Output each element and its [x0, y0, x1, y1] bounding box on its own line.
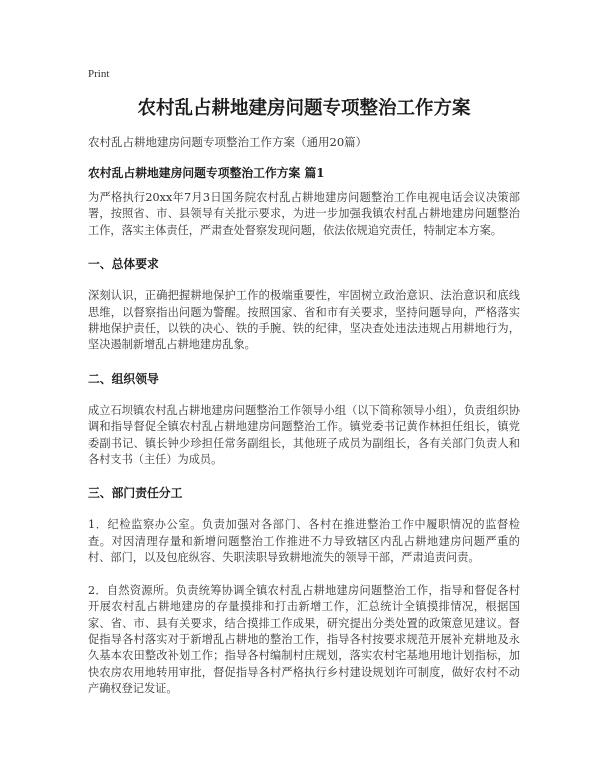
paragraph-general-requirements: 深刻认识，正确把握耕地保护工作的极端重要性，牢固树立政治意识、法治意识和底线思维，以督察指出问题为警醒。按照国家、省和市有关要求，坚持问题导向，严格落实耕地保护责任，以铁的决心、铁的手腕、铁的纪律，坚决查处违法违规占用耕地行为，坚决遏制新增乱占耕地建房乱象。: [88, 289, 520, 352]
section-title: 农村乱占耕地建房问题专项整治工作方案 篇1: [88, 166, 325, 180]
heading-general-requirements: 一、总体要求: [88, 257, 159, 272]
document-subtitle: 农村乱占耕地建房问题专项整治工作方案（通用20篇）: [88, 135, 368, 149]
heading-organization-leadership: 二、组织领导: [88, 371, 159, 386]
paragraph-natural-resources-office: 2．自然资源所。负责统筹协调全镇农村乱占耕地建房问题整治工作，指导和督促各村开展农村乱占耕地建房的存量摸排和打击新增工作，汇总统计全镇摸排情况，根据国家、省、市、县有关要求，结合摸排工作成果，研究提出分类处置的政策意见建议。督促指导各村落实对于新增乱占耕地的整治工作，指导各村按要求规范开展补充耕地及永久基本农田整改补划工作；指导各村编制村庄规划，落实农村宅基地用地计划指标，加快农房农用地转用审批，督促指导各村严格执行乡村建设规划许可制度，做好农村不动产确权登记发证。: [88, 583, 520, 696]
heading-department-responsibilities: 三、部门责任分工: [88, 486, 183, 501]
paragraph-organization-leadership: 成立石坝镇农村乱占耕地建房问题整治工作领导小组（以下简称领导小组），负责组织协调和指导督促全镇农村乱占耕地建房问题整治工作。镇党委书记黄作林担任组长，镇党委副书记、镇长钟少珍担任常务副组长，其他班子成员为副组长，各有关部门负责人和各村支书（主任）为成员。: [88, 403, 520, 467]
paragraph-discipline-office: 1．纪检监察办公室。负责加强对各部门、各村在推进整治工作中履职情况的监督检查。对因清理存量和新增问题整治工作推进不力导致辖区内乱占耕地建房问题严重的村、部门，以及包庇纵容、失职渎职导致耕地流失的领导干部，严肃追责问责。: [88, 518, 520, 565]
print-label[interactable]: Print: [88, 68, 110, 80]
document-page: [88, 68, 520, 714]
page-title: 农村乱占耕地建房问题专项整治工作方案: [137, 98, 471, 119]
intro-paragraph: 为严格执行20xx年7月3日国务院农村乱占耕地建房问题整治工作电视电话会议决策部署，按照省、市、县领导有关批示要求，为进一步加强我镇农村乱占耕地建房问题整治工作，落实主体责任，严肃查处督察发现问题，依法依规追究责任，特制定本方案。: [88, 191, 520, 237]
